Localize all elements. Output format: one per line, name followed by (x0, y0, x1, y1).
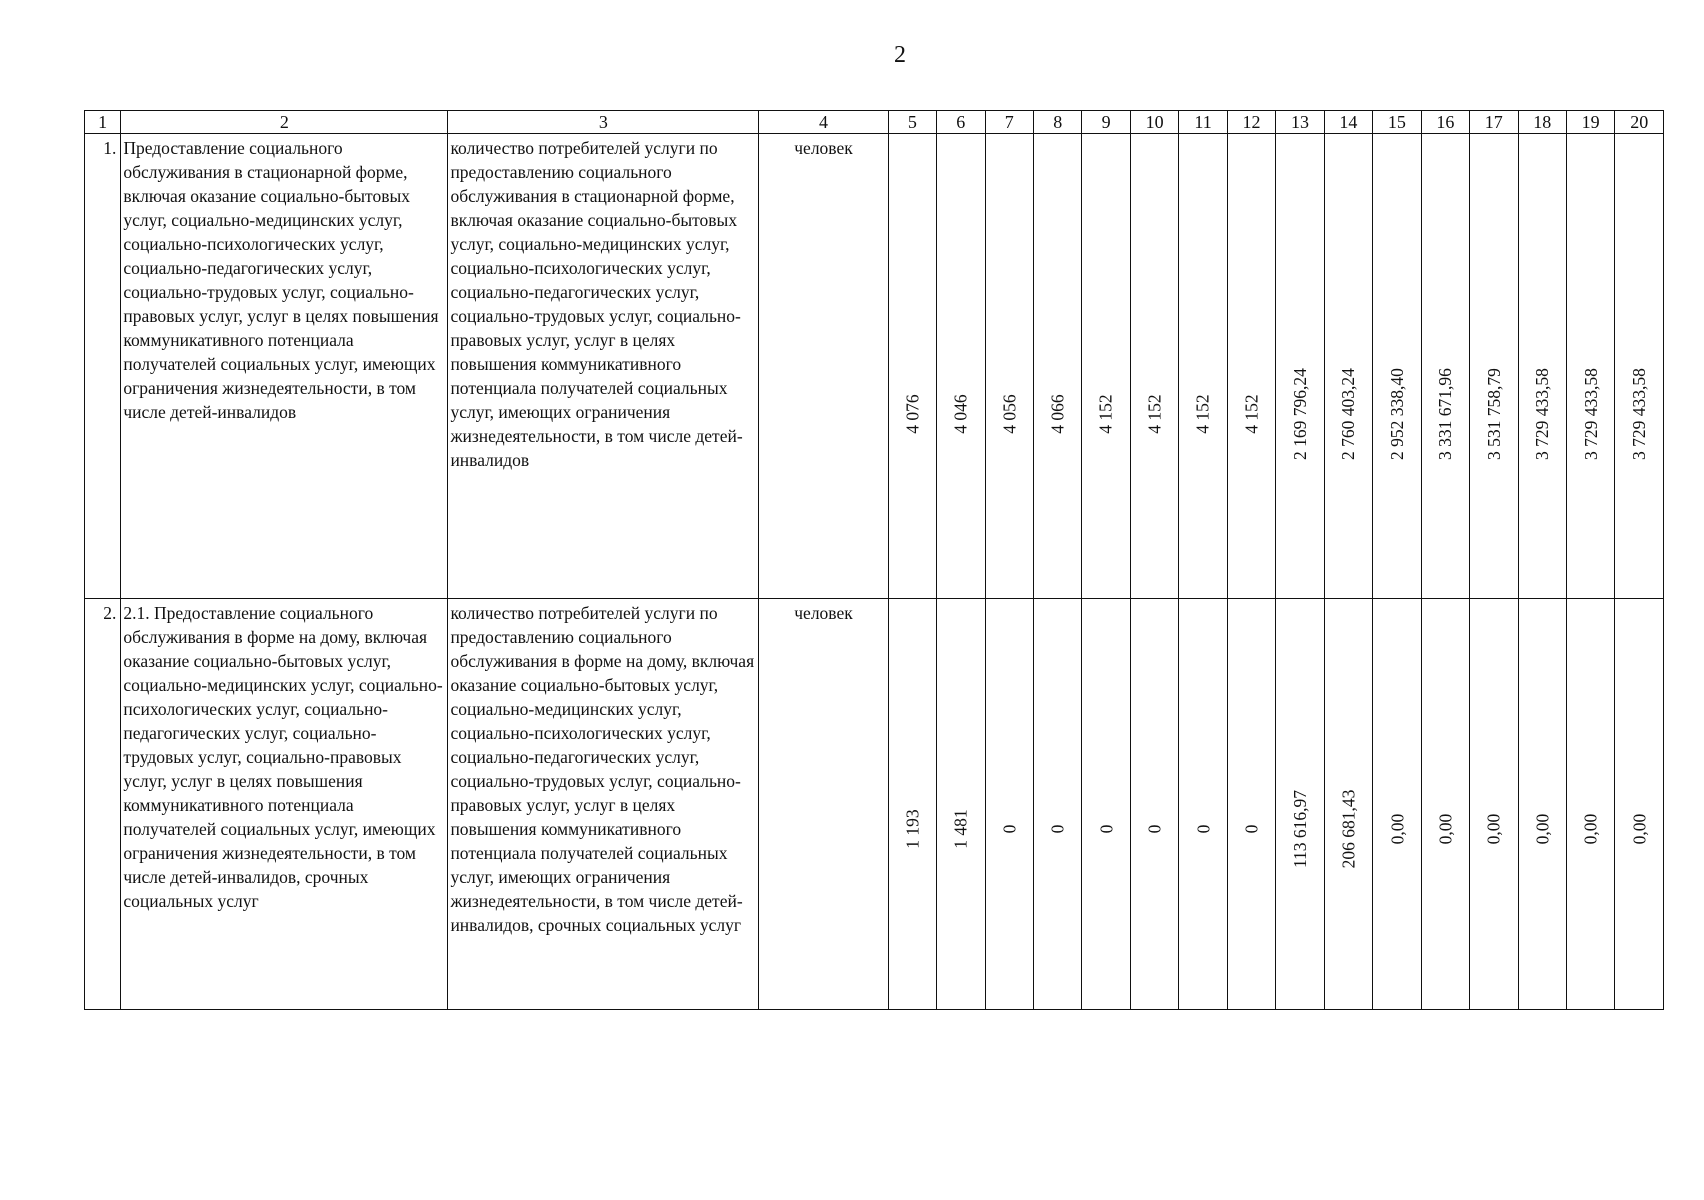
value-text: 0 (1144, 824, 1165, 834)
value-text: 2 760 403,24 (1338, 368, 1359, 460)
value-text: 0,00 (1483, 813, 1504, 845)
value-cell (1033, 599, 1081, 1010)
header-cell: 12 (1227, 111, 1275, 134)
value-text: 4 152 (1096, 394, 1117, 434)
value-cell (1276, 599, 1324, 1010)
header-cell: 16 (1421, 111, 1469, 134)
value-text: 1 193 (902, 809, 923, 849)
value-cell (1421, 134, 1469, 599)
header-cell: 15 (1373, 111, 1421, 134)
value-cell (1179, 599, 1227, 1010)
value-cell (1227, 599, 1275, 1010)
value-cell (888, 599, 936, 1010)
header-cell: 7 (985, 111, 1033, 134)
service-description: 2.1. Предоставление социального обслуживания в форме на дому, включая оказание социально-бытовых услуг, социально-медицинских услуг, социально-психологических услуг, социально-педагогических услуг, социально-трудовых услуг, социально-правовых услуг, услуг в целях повышения коммуникативного потенциала получателей социальных услуг, имеющих ограничения жизнедеятельности, в том числе детей-инвалидов, срочных социальных услуг (121, 599, 448, 1010)
value-cell (1470, 134, 1518, 599)
value-text: 0,00 (1435, 813, 1456, 845)
value-text: 0 (1096, 824, 1117, 834)
value-cell (937, 599, 985, 1010)
value-cell (888, 134, 936, 599)
value-cell (1373, 599, 1421, 1010)
value-text: 0,00 (1580, 813, 1601, 845)
header-cell: 20 (1615, 111, 1664, 134)
value-cell (1276, 134, 1324, 599)
header-cell: 18 (1518, 111, 1566, 134)
value-text: 4 152 (1193, 394, 1214, 434)
header-cell: 19 (1566, 111, 1614, 134)
services-table (84, 110, 1664, 1010)
value-text: 2 169 796,24 (1289, 368, 1310, 460)
value-cell (985, 599, 1033, 1010)
unit: человек (759, 134, 888, 599)
unit: человек (759, 599, 888, 1010)
value-text: 0,00 (1386, 813, 1407, 845)
service-description: Предоставление социального обслуживания в стационарной форме, включая оказание социально-бытовых услуг, социально-медицинских услуг, социально-психологических услуг, социально-педагогических услуг, социально-трудовых услуг, социально-правовых услуг, услуг в целях повышения коммуникативного потенциала получателей социальных услуг, имеющих ограничения жизнедеятельности, в том числе детей-инвалидов (121, 134, 448, 599)
table-row (85, 134, 1664, 599)
value-text: 4 076 (902, 394, 923, 434)
header-cell: 6 (937, 111, 985, 134)
value-cell (1615, 599, 1664, 1010)
value-cell (1324, 599, 1372, 1010)
header-row (85, 111, 1664, 134)
header-cell: 2 (121, 111, 448, 134)
row-number: 2. (85, 599, 121, 1010)
value-text: 3 729 433,58 (1629, 368, 1650, 460)
header-cell: 3 (448, 111, 759, 134)
value-text: 4 066 (1047, 394, 1068, 434)
value-cell (1130, 599, 1178, 1010)
value-text: 3 331 671,96 (1435, 368, 1456, 460)
value-cell (1518, 599, 1566, 1010)
value-cell (1615, 134, 1664, 599)
value-cell (1470, 599, 1518, 1010)
header-cell: 17 (1470, 111, 1518, 134)
row-number: 1. (85, 134, 121, 599)
value-text: 0 (1193, 824, 1214, 834)
indicator-description: количество потребителей услуги по предоставлению социального обслуживания в форме на дому, включая оказание социально-бытовых услуг, социально-медицинских услуг, социально-психологических услуг, социально-педагогических услуг, социально-трудовых услуг, социально-правовых услуг, услуг в целях повышения коммуникативного потенциала получателей социальных услуг, имеющих ограничения жизнедеятельности, в том числе детей-инвалидов, срочных социальных услуг (448, 599, 759, 1010)
table-row (85, 599, 1664, 1010)
value-cell (1566, 134, 1614, 599)
value-cell (937, 134, 985, 599)
value-text: 0,00 (1532, 813, 1553, 845)
header-cell: 11 (1179, 111, 1227, 134)
value-cell (1179, 134, 1227, 599)
value-text: 113 616,97 (1289, 789, 1310, 869)
value-text: 206 681,43 (1338, 789, 1359, 869)
value-text: 3 729 433,58 (1580, 368, 1601, 460)
value-cell (1373, 134, 1421, 599)
value-text: 4 046 (950, 394, 971, 434)
value-cell (1082, 134, 1130, 599)
page-number: 2 (894, 42, 906, 68)
value-text: 2 952 338,40 (1386, 368, 1407, 460)
value-cell (1518, 134, 1566, 599)
header-cell: 1 (85, 111, 121, 134)
header-cell: 5 (888, 111, 936, 134)
value-cell (1324, 134, 1372, 599)
value-text: 0 (1047, 824, 1068, 834)
value-text: 0 (1241, 824, 1262, 834)
value-text: 1 481 (950, 809, 971, 849)
header-cell: 8 (1033, 111, 1081, 134)
header-cell: 14 (1324, 111, 1372, 134)
value-cell (1566, 599, 1614, 1010)
value-cell (1033, 134, 1081, 599)
value-cell (985, 134, 1033, 599)
value-cell (1421, 599, 1469, 1010)
value-text: 3 531 758,79 (1483, 368, 1504, 460)
header-cell: 9 (1082, 111, 1130, 134)
value-text: 4 152 (1144, 394, 1165, 434)
header-cell: 13 (1276, 111, 1324, 134)
header-cell: 10 (1130, 111, 1178, 134)
header-cell: 4 (759, 111, 888, 134)
value-cell (1130, 134, 1178, 599)
value-text: 4 152 (1241, 394, 1262, 434)
value-text: 0,00 (1629, 813, 1650, 845)
value-cell (1082, 599, 1130, 1010)
value-text: 4 056 (999, 394, 1020, 434)
indicator-description: количество потребителей услуги по предоставлению социального обслуживания в стационарной форме, включая оказание социально-бытовых услуг, социально-медицинских услуг, социально-психологических услуг, социально-педагогических услуг, социально-трудовых услуг, социально-правовых услуг, услуг в целях повышения коммуникативного потенциала получателей социальных услуг, имеющих ограничения жизнедеятельности, в том числе детей-инвалидов (448, 134, 759, 599)
value-cell (1227, 134, 1275, 599)
value-text: 3 729 433,58 (1532, 368, 1553, 460)
value-text: 0 (999, 824, 1020, 834)
